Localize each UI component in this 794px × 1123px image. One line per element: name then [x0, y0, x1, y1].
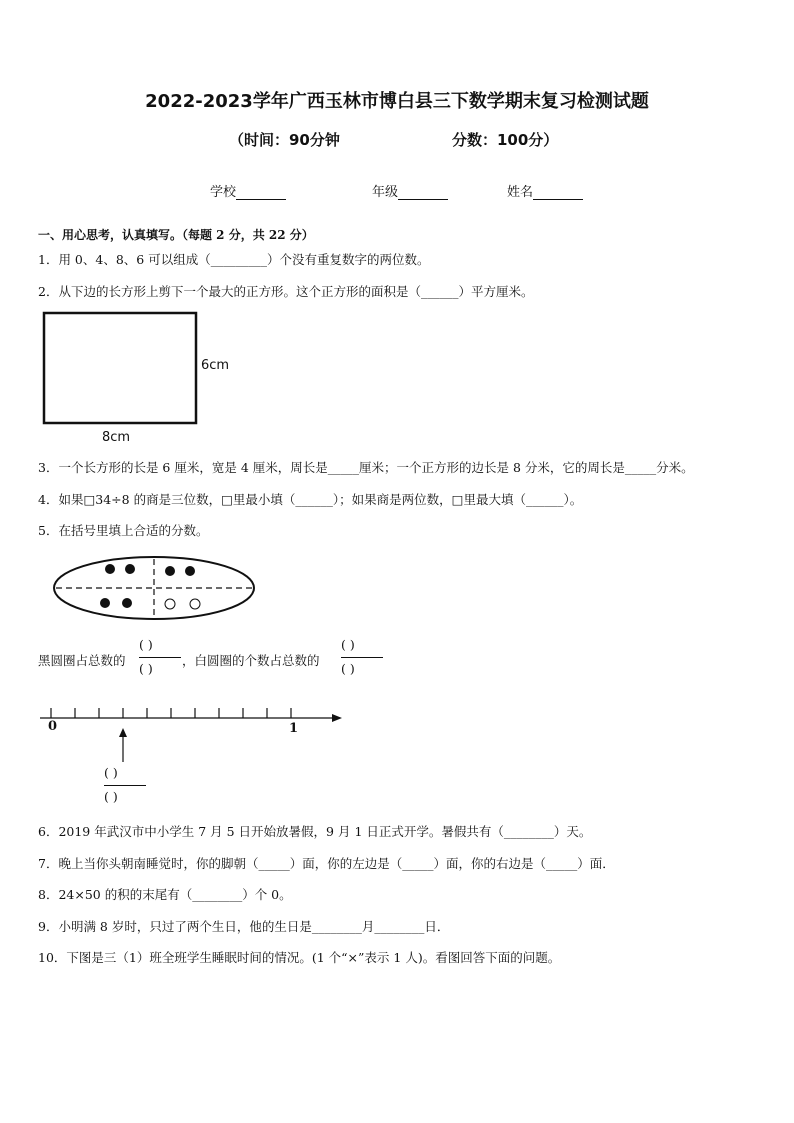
question-1: 1．用 0、4、8、6 可以组成（_________）个没有重复数字的两位数。: [38, 252, 430, 267]
black-fraction-numerator[interactable]: ( ): [139, 637, 153, 652]
question-10: 10．下图是三（1）班全班学生睡眠时间的情况。(1 个“×”表示 1 人)。看图回答下面的问题。: [38, 950, 561, 965]
white-fraction-numerator[interactable]: ( ): [341, 637, 355, 652]
name-blank[interactable]: [533, 186, 583, 200]
question-7: 7．晚上当你头朝南睡觉时，你的脚朝（_____）面，你的左边是（_____）面，你的右边是（_____）面．: [38, 856, 615, 871]
arrow-fraction-numerator[interactable]: ( ): [104, 765, 118, 780]
question-9: 9．小明满 8 岁时，只过了两个生日，他的生日是________月________日．: [38, 919, 450, 934]
number-line-end: 1: [289, 721, 299, 736]
school-blank[interactable]: [236, 186, 286, 200]
black-circle: [185, 566, 195, 576]
fraction-bar: [341, 657, 383, 658]
black-fraction-text: 黑圆圈占总数的: [38, 653, 126, 668]
white-fraction-text: ，白圆圈的个数占总数的: [182, 653, 320, 668]
black-circle: [105, 564, 115, 574]
school-label: 学校: [210, 185, 237, 200]
grade-label: 年级: [372, 185, 399, 200]
arrow-fraction-denominator[interactable]: ( ): [104, 789, 118, 804]
question-4: 4．如果□34÷8 的商是三位数，□里最小填（______）；如果商是两位数，□里最大填（______）。: [38, 492, 583, 507]
page-title: 2022-2023学年广西玉林市博白县三下数学期末复习检测试题: [145, 91, 649, 112]
black-fraction-denominator[interactable]: ( ): [139, 661, 153, 676]
section-heading: 一、用心思考，认真填写。（每题 2 分，共 22 分）: [38, 228, 314, 242]
black-circle: [125, 564, 135, 574]
black-circle: [100, 598, 110, 608]
question-8: 8．24×50 的积的末尾有（________）个 0。: [38, 887, 292, 902]
question-2: 2．从下边的长方形上剪下一个最大的正方形。这个正方形的面积是（______）平方厘米。: [38, 284, 534, 299]
grade-blank[interactable]: [398, 186, 448, 200]
black-circle: [122, 598, 132, 608]
fraction-bar: [104, 785, 146, 786]
rectangle-figure: [40, 310, 202, 426]
number-line-start: 0: [48, 719, 58, 734]
white-circle: [165, 599, 175, 609]
circles-ellipse-figure: [50, 553, 260, 623]
rect-width-label: 8cm: [102, 430, 131, 445]
black-circle: [165, 566, 175, 576]
white-circle: [190, 599, 200, 609]
grade-field: [372, 181, 448, 200]
number-line: [38, 700, 348, 770]
question-6: 6．2019 年武汉市中小学生 7 月 5 日开始放暑假，9 月 1 日正式开学。暑假共有（________）天。: [38, 824, 592, 839]
question-3: 3．一个长方形的长是 6 厘米，宽是 4 厘米，周长是_____厘米；一个正方形的边长是 8 分米，它的周长是_____分米。: [38, 460, 694, 475]
name-field: [507, 181, 583, 200]
school-field: [210, 181, 286, 200]
white-fraction-denominator[interactable]: ( ): [341, 661, 355, 676]
fraction-bar: [139, 657, 181, 658]
rect-height-label: 6cm: [201, 358, 230, 373]
question-5: 5．在括号里填上合适的分数。: [38, 523, 209, 538]
name-label: 姓名: [507, 185, 534, 200]
exam-time: （时间：90分钟: [229, 131, 340, 149]
exam-score: 分数：100分）: [452, 131, 559, 149]
